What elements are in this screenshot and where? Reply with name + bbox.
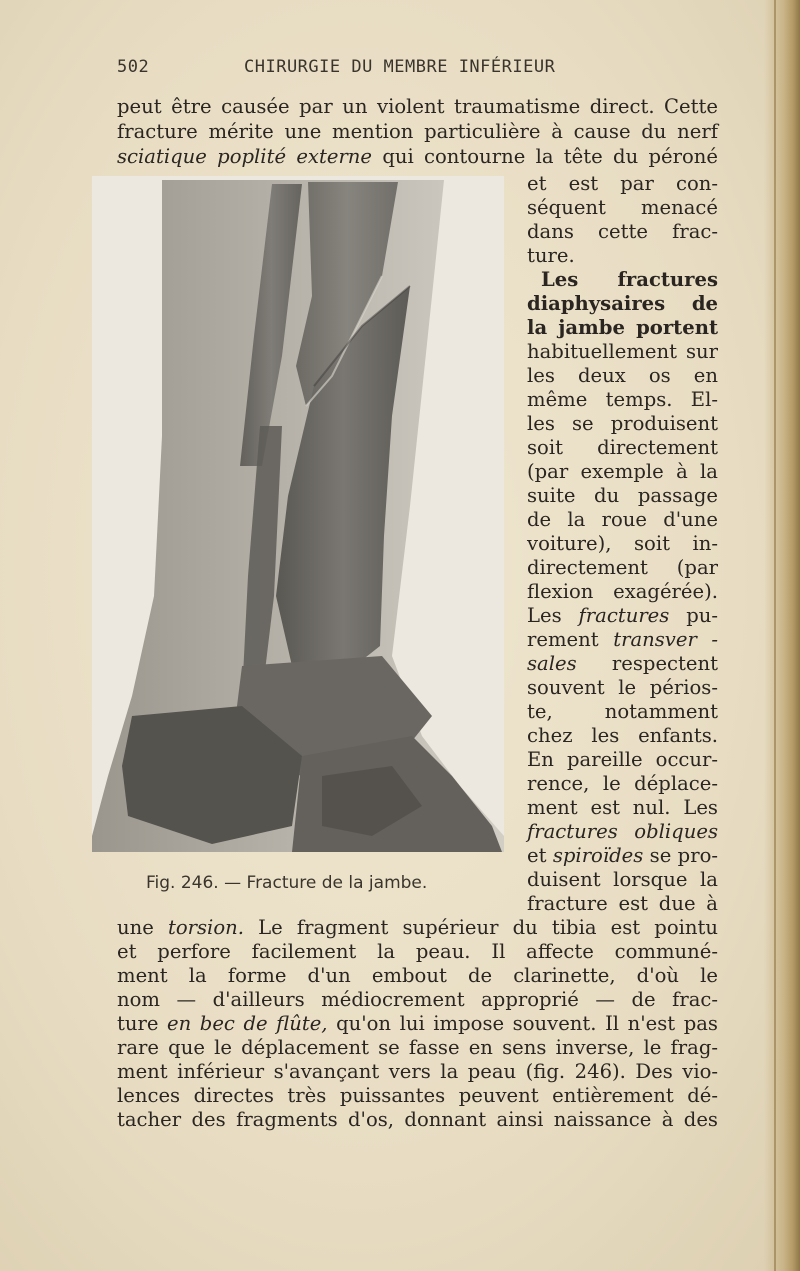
column-line: et spiroïdes se pro- [527, 844, 718, 867]
column-line: ment est nul. Les [527, 796, 718, 819]
column-line: directement (par [527, 556, 718, 579]
page-edge-shadow [764, 0, 800, 1271]
binding-line [774, 0, 776, 1271]
text-line: nom — d'ailleurs médiocrement approprié — de frac- [117, 988, 718, 1011]
column-line: Les fractures [541, 268, 718, 291]
column-line: sales respectent [527, 652, 718, 675]
column-line: diaphysaires de [527, 292, 718, 315]
column-line: rence, le déplace- [527, 772, 718, 795]
column-line: fractures obliques [527, 820, 718, 843]
column-line: (par exemple à la [527, 460, 718, 483]
column-line: te, notamment [527, 700, 718, 723]
column-line: dans cette frac- [527, 220, 718, 243]
text-line: peut être causée par un violent traumatisme direct. Cette [117, 95, 718, 118]
text-line: ment la forme d'un embout de clarinette, d'où le [117, 964, 718, 987]
column-line: fracture est due à [527, 892, 718, 915]
column-line: suite du passage [527, 484, 718, 507]
text-line: lences directes très puissantes peuvent entièrement dé- [117, 1084, 718, 1107]
column-line: rement transver - [527, 628, 718, 651]
column-line: soit directement [527, 436, 718, 459]
figure-caption: Fig. 246. — Fracture de la jambe. [146, 873, 428, 893]
column-line: ture. [527, 244, 575, 267]
column-line: même temps. El- [527, 388, 718, 411]
column-line: et est par con- [527, 172, 718, 195]
running-title: CHIRURGIE DU MEMBRE INFÉRIEUR [244, 57, 556, 77]
column-line: de la roue d'une [527, 508, 718, 531]
text-line: ture en bec de flûte, qu'on lui impose souvent. Il n'est pas [117, 1012, 718, 1035]
running-header [117, 57, 717, 81]
italic-phrase: sciatique poplité externe [117, 145, 373, 168]
text-line: une torsion. Le fragment supérieur du tibia est pointu [117, 916, 719, 939]
text-line: et perfore facilement la peau. Il affecte communé- [117, 940, 718, 963]
text-line: sciatique poplité externe qui contourne la tête du péroné [117, 145, 718, 168]
column-line: souvent le périos- [527, 676, 718, 699]
column-line: séquent menacé [527, 196, 718, 219]
page-number: 502 [117, 57, 150, 77]
column-line: les deux os en [527, 364, 718, 387]
column-line: habituellement sur [527, 340, 718, 363]
text-line: ment inférieur s'avançant vers la peau (fig. 246). Des vio- [117, 1060, 718, 1083]
text-line: rare que le déplacement se fasse en sens inverse, le frag- [117, 1036, 718, 1059]
text-line: fracture mérite une mention particulière à cause du nerf [117, 120, 718, 143]
column-line: Les fractures pu- [527, 604, 718, 627]
text-line: tacher des fragments d'os, donnant ainsi naissance à des [117, 1108, 718, 1131]
column-line: En pareille occur- [527, 748, 718, 771]
xray-figure [92, 176, 504, 852]
column-line: la jambe portent [527, 316, 718, 339]
column-line: flexion exagérée). [527, 580, 718, 603]
column-line: chez les enfants. [527, 724, 718, 747]
column-line: duisent lorsque la [527, 868, 718, 891]
column-line: les se produisent [527, 412, 718, 435]
column-line: voiture), soit in- [527, 532, 718, 555]
leg-fracture-xray-image [92, 176, 504, 852]
